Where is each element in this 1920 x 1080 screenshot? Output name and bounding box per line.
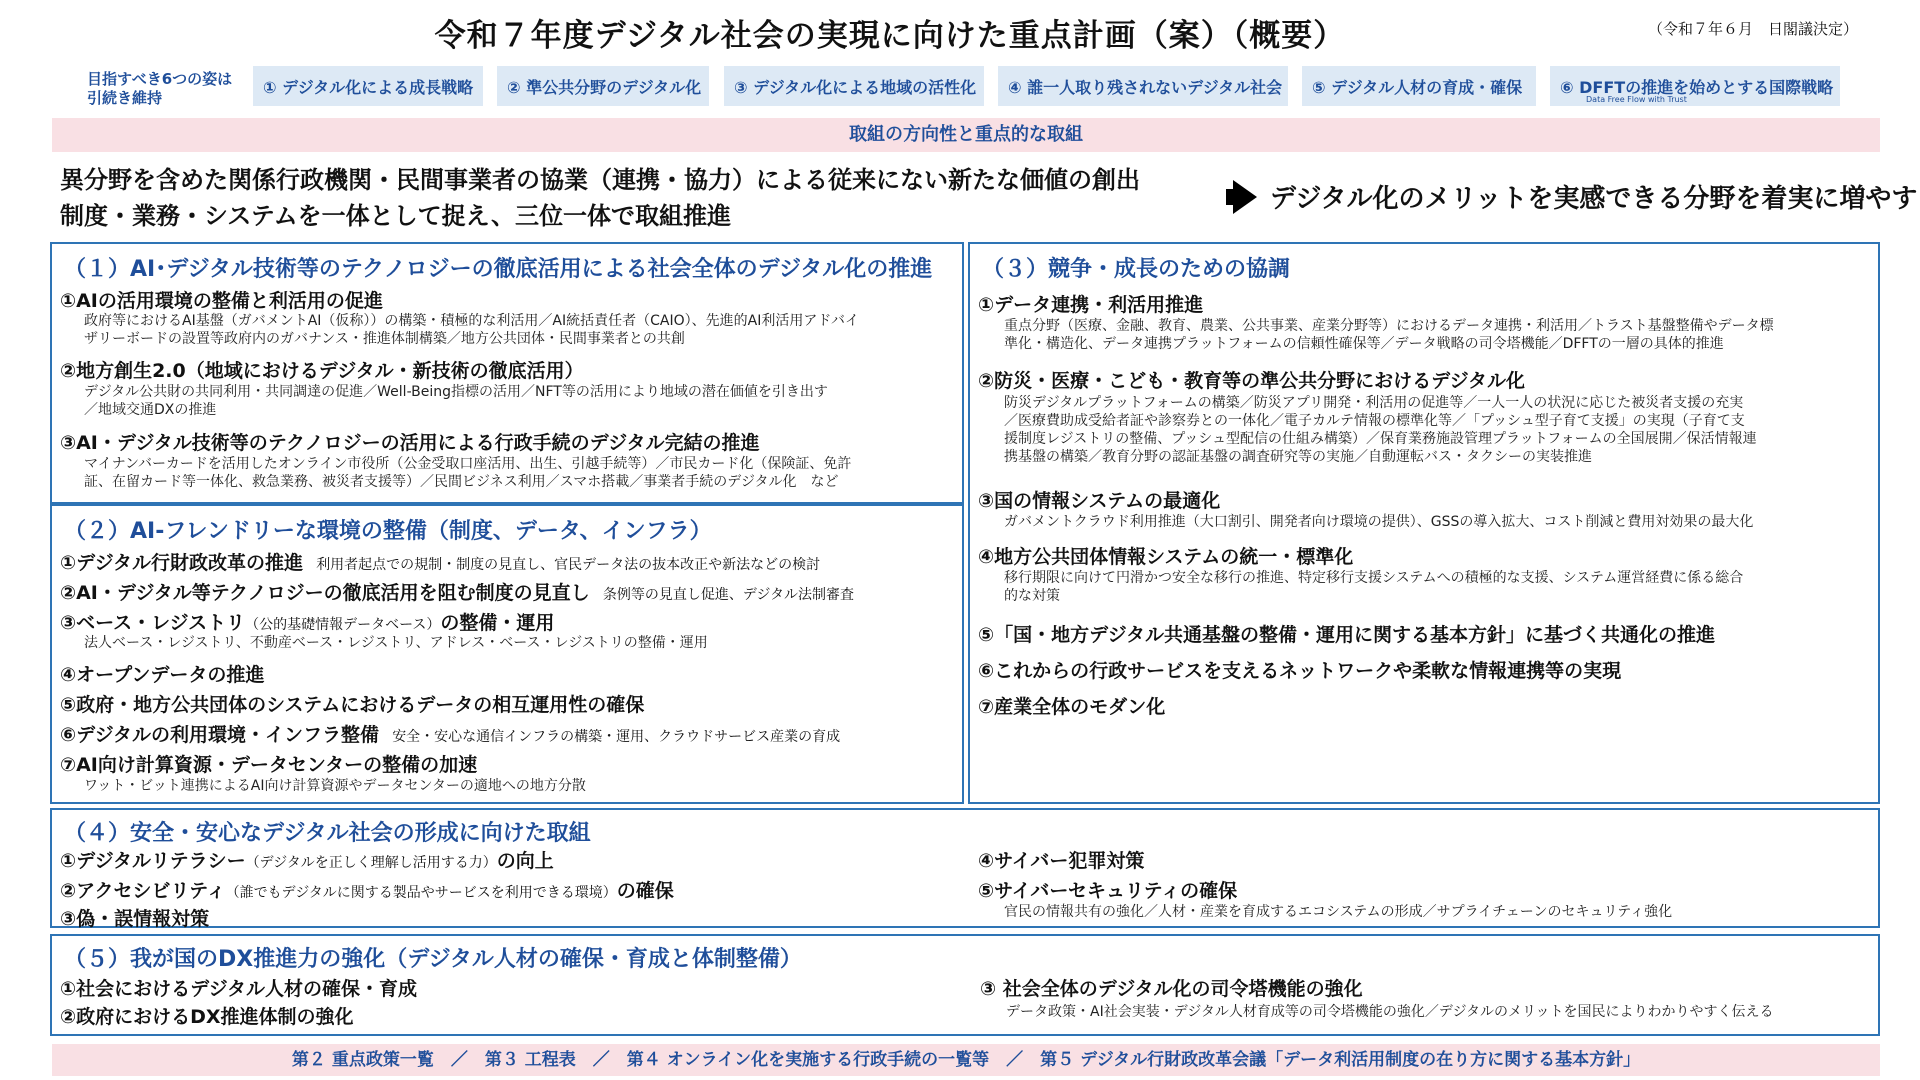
s2-item-3-label: ③ベース・レジストリ: [60, 612, 246, 634]
s4-item-4: ④サイバー犯罪対策: [978, 850, 1145, 872]
s2-item-4: ④オープンデータの推進: [60, 664, 265, 686]
s1-item-3-desc-2: 証、在留カード等一体化、救急業務、被災者支援等）／民間ビジネス利用／スマホ搭載／事業者手続のデジタル化 など: [84, 474, 839, 490]
s1-item-2-desc-1: デジタル公共財の共同利用・共同調達の促進／Well-Being指標の活用／NFT等の活用により地域の潜在価値を引き出す: [84, 384, 828, 400]
s2-item-7-desc: ワット・ビット連携によるAI向け計算資源やデータセンターの適地への地方分散: [84, 778, 586, 794]
s3-item-2-desc-4: 携基盤の構築／教育分野の認証基盤の調査研究等の実施／自動運転バス・タクシーの実装推進: [1004, 449, 1592, 465]
s1-item-3: ③AI・デジタル技術等のテクノロジーの活用による行政手続のデジタル完結の推進: [60, 432, 760, 454]
s2-item-2-desc: 条例等の見直し促進、デジタル法制審査: [602, 587, 854, 603]
s4-item-3: ③偽・誤情報対策: [60, 908, 210, 930]
direction-band: 取組の方向性と重点的な取組: [52, 118, 1880, 152]
dfft-subtitle: Data Free Flow with Trust: [1586, 95, 1687, 104]
s1-item-1: ①AIの活用環境の整備と利活用の促進: [60, 290, 383, 312]
s3-item-2-desc-2: ／医療費助成受給者証や診察券との一体化／電子カルテ情報の標準化等／「プッシュ型子育て支援」の実現（子育て支: [1004, 413, 1745, 429]
s1-item-2: ②地方創生2.0（地域におけるデジタル・新技術の徹底活用）: [60, 360, 584, 382]
s4-item-2-mid: （誰でもデジタルに関する製品やサービスを利用できる環境）: [225, 885, 617, 901]
s5-item-3: ③ 社会全体のデジタル化の司令塔機能の強化: [980, 978, 1363, 1000]
s5-item-1: ①社会におけるデジタル人材の確保・育成: [60, 978, 417, 1000]
s2-item-1-label: ①デジタル行財政改革の推進: [60, 552, 303, 574]
s3-item-4-desc-1: 移行期限に向けて円滑かつ安全な移行の推進、特定移行支援システムへの積極的な支援、システム運営経費に係る総合: [1004, 570, 1744, 586]
s2-item-3: [60, 608, 554, 635]
s2-item-1: [60, 548, 820, 575]
section-4-heading: （４）安全・安心なデジタル社会の形成に向けた取組: [64, 821, 591, 846]
s1-item-1-desc-1: 政府等におけるAI基盤（ガバメントAI（仮称））の構築・積極的な利活用／AI統括責任者（CAIO）、先進的AI利活用アドバイ: [84, 313, 860, 329]
s4-item-5-desc: 官民の情報共有の強化／人材・産業を育成するエコシステムの形成／サプライチェーンのセキュリティ強化: [1004, 904, 1673, 920]
vision-label: [87, 70, 232, 108]
vision-item-6: [1550, 66, 1840, 106]
s3-item-1-desc-2: 準化・構造化、データ連携プラットフォームの信頼性確保等／データ戦略の司令塔機能／DFFTの一層の具体的推進: [1004, 336, 1724, 352]
section-1-heading: （１）AI･デジタル技術等のテクノロジーの徹底活用による社会全体のデジタル化の推進: [64, 257, 933, 282]
direction-right: デジタル化のメリットを実感できる分野を着実に増やす: [1270, 184, 1918, 214]
direction-line1: 異分野を含めた関係行政機関・民間事業者の協業（連携・協力）による従来にない新たな価値の創出: [60, 166, 1140, 194]
s4-item-5: ⑤サイバーセキュリティの確保: [978, 880, 1238, 902]
s4-item-2-label: ②アクセシビリティ: [60, 880, 226, 902]
section-2-heading: （２）AI-フレンドリーな環境の整備（制度、データ、インフラ）: [64, 519, 712, 544]
vision-item-2: ② 準公共分野のデジタル化: [497, 66, 709, 106]
s3-item-1: ①データ連携・利活用推進: [978, 294, 1204, 316]
vision-item-5: ⑤ デジタル人材の育成・確保: [1302, 66, 1536, 106]
s2-item-6-label: ⑥デジタルの利用環境・インフラ整備: [60, 724, 379, 746]
s1-item-2-desc-2: ／地域交通DXの推進: [84, 402, 217, 418]
s3-item-3: ③国の情報システムの最適化: [978, 490, 1221, 512]
direction-line2: 制度・業務・システムを一体として捉え、三位一体で取組推進: [60, 202, 732, 230]
s3-item-5: ⑤「国・地方デジタル共通基盤の整備・運用に関する基本方針」に基づく共通化の推進: [978, 624, 1715, 646]
s4-item-1-end: の向上: [496, 850, 554, 872]
vision-label-line1: 目指すべき6つの姿は: [87, 70, 233, 88]
s2-item-3-end: の整備・運用: [440, 612, 555, 634]
arrow-right-icon-head: [1233, 180, 1257, 214]
s2-item-3-mid: （公的基礎情報データベース）: [245, 617, 441, 633]
vision-item-1: ① デジタル化による成長戦略: [253, 66, 483, 106]
vision-item-6-label: ⑥ DFFTの推進を始めとする国際戦略: [1560, 77, 1834, 97]
s4-item-1-mid: （デジタルを正しく理解し活用する力）: [245, 855, 497, 871]
s3-item-4-desc-2: 的な対策: [1004, 588, 1060, 604]
section-3-heading: （３）競争・成長のための協調: [982, 257, 1291, 282]
s4-item-1: [60, 846, 554, 873]
s3-item-1-desc-1: 重点分野（医療、金融、教育、農業、公共事業、産業分野等）におけるデータ連携・利活用／トラスト基盤整備やデータ標: [1004, 318, 1774, 334]
s3-item-4: ④地方公共団体情報システムの統一・標準化: [978, 546, 1354, 568]
s3-item-2-desc-3: 援制度レジストリの整備、プッシュ型配信の仕組み構築）／保育業務施設管理プラットフォームの全国展開／保活情報連: [1004, 431, 1757, 447]
section-5-heading: （５）我が国のDX推進力の強化（デジタル人材の確保・育成と体制整備）: [64, 947, 802, 972]
s4-item-2-end: の確保: [616, 880, 674, 902]
s4-item-2: [60, 876, 674, 903]
s2-item-6: [60, 720, 840, 747]
s1-item-1-desc-2: ザリーボードの設置等政府内のガバナンス・推進体制構築／地方公共団体・民間事業者との共創: [84, 331, 685, 347]
vision-label-line2: 引続き維持: [87, 89, 163, 107]
s2-item-5: ⑤政府・地方公共団体のシステムにおけるデータの相互運用性の確保: [60, 694, 645, 716]
footer-links: 第２ 重点政策一覧 ／ 第３ 工程表 ／ 第４ オンライン化を実施する行政手続の一覧等 ／ 第５ デジタル行財政改革会議「データ利活用制度の在り方に関する基本方針」: [52, 1044, 1880, 1076]
decision-date: （令和７年６月 日閣議決定）: [1647, 20, 1858, 38]
s3-item-6: ⑥これからの行政サービスを支えるネットワークや柔軟な情報連携等の実現: [978, 660, 1622, 682]
s3-item-7: ⑦産業全体のモダン化: [978, 696, 1166, 718]
s2-item-1-desc: 利用者起点での規制・制度の見直し、官民データ法の抜本改正や新法などの検討: [316, 557, 821, 573]
page-title: 令和７年度デジタル社会の実現に向けた重点計画（案）（概要）: [434, 18, 1346, 54]
s2-item-2: [60, 578, 854, 605]
s1-item-3-desc-1: マイナンバーカードを活用したオンライン市役所（公金受取口座活用、出生、引越手続等）／市民カード化（保険証、免許: [84, 456, 852, 472]
s3-item-2-desc-1: 防災デジタルプラットフォームの構築／防災アプリ開発・利活用の促進等／一人一人の状況に応じた被災者支援の充実: [1004, 395, 1744, 411]
s2-item-2-label: ②AI・デジタル等テクノロジーの徹底活用を阻む制度の見直し: [60, 582, 590, 604]
s3-item-2: ②防災・医療・こども・教育等の準公共分野におけるデジタル化: [978, 370, 1525, 392]
vision-item-4: ④ 誰一人取り残されないデジタル社会: [998, 66, 1288, 106]
vision-item-3: ③ デジタル化による地域の活性化: [724, 66, 984, 106]
s5-item-3-desc: データ政策・AI社会実装・デジタル人材育成等の司令塔機能の強化／デジタルのメリットを国民によりわかりやすく伝える: [1006, 1004, 1774, 1020]
s4-item-1-label: ①デジタルリテラシー: [60, 850, 246, 872]
s2-item-3-desc: 法人ベース・レジストリ、不動産ベース・レジストリ、アドレス・ベース・レジストリの整備・運用: [84, 635, 708, 651]
s3-item-3-desc: ガバメントクラウド利用推進（大口割引、開発者向け環境の提供）、GSSの導入拡大、コスト削減と費用対効果の最大化: [1004, 514, 1754, 530]
s2-item-7: ⑦AI向け計算資源・データセンターの整備の加速: [60, 754, 478, 776]
s5-item-2: ②政府におけるDX推進体制の強化: [60, 1006, 354, 1028]
s2-item-6-desc: 安全・安心な通信インフラの構築・運用、クラウドサービス産業の育成: [392, 729, 841, 745]
